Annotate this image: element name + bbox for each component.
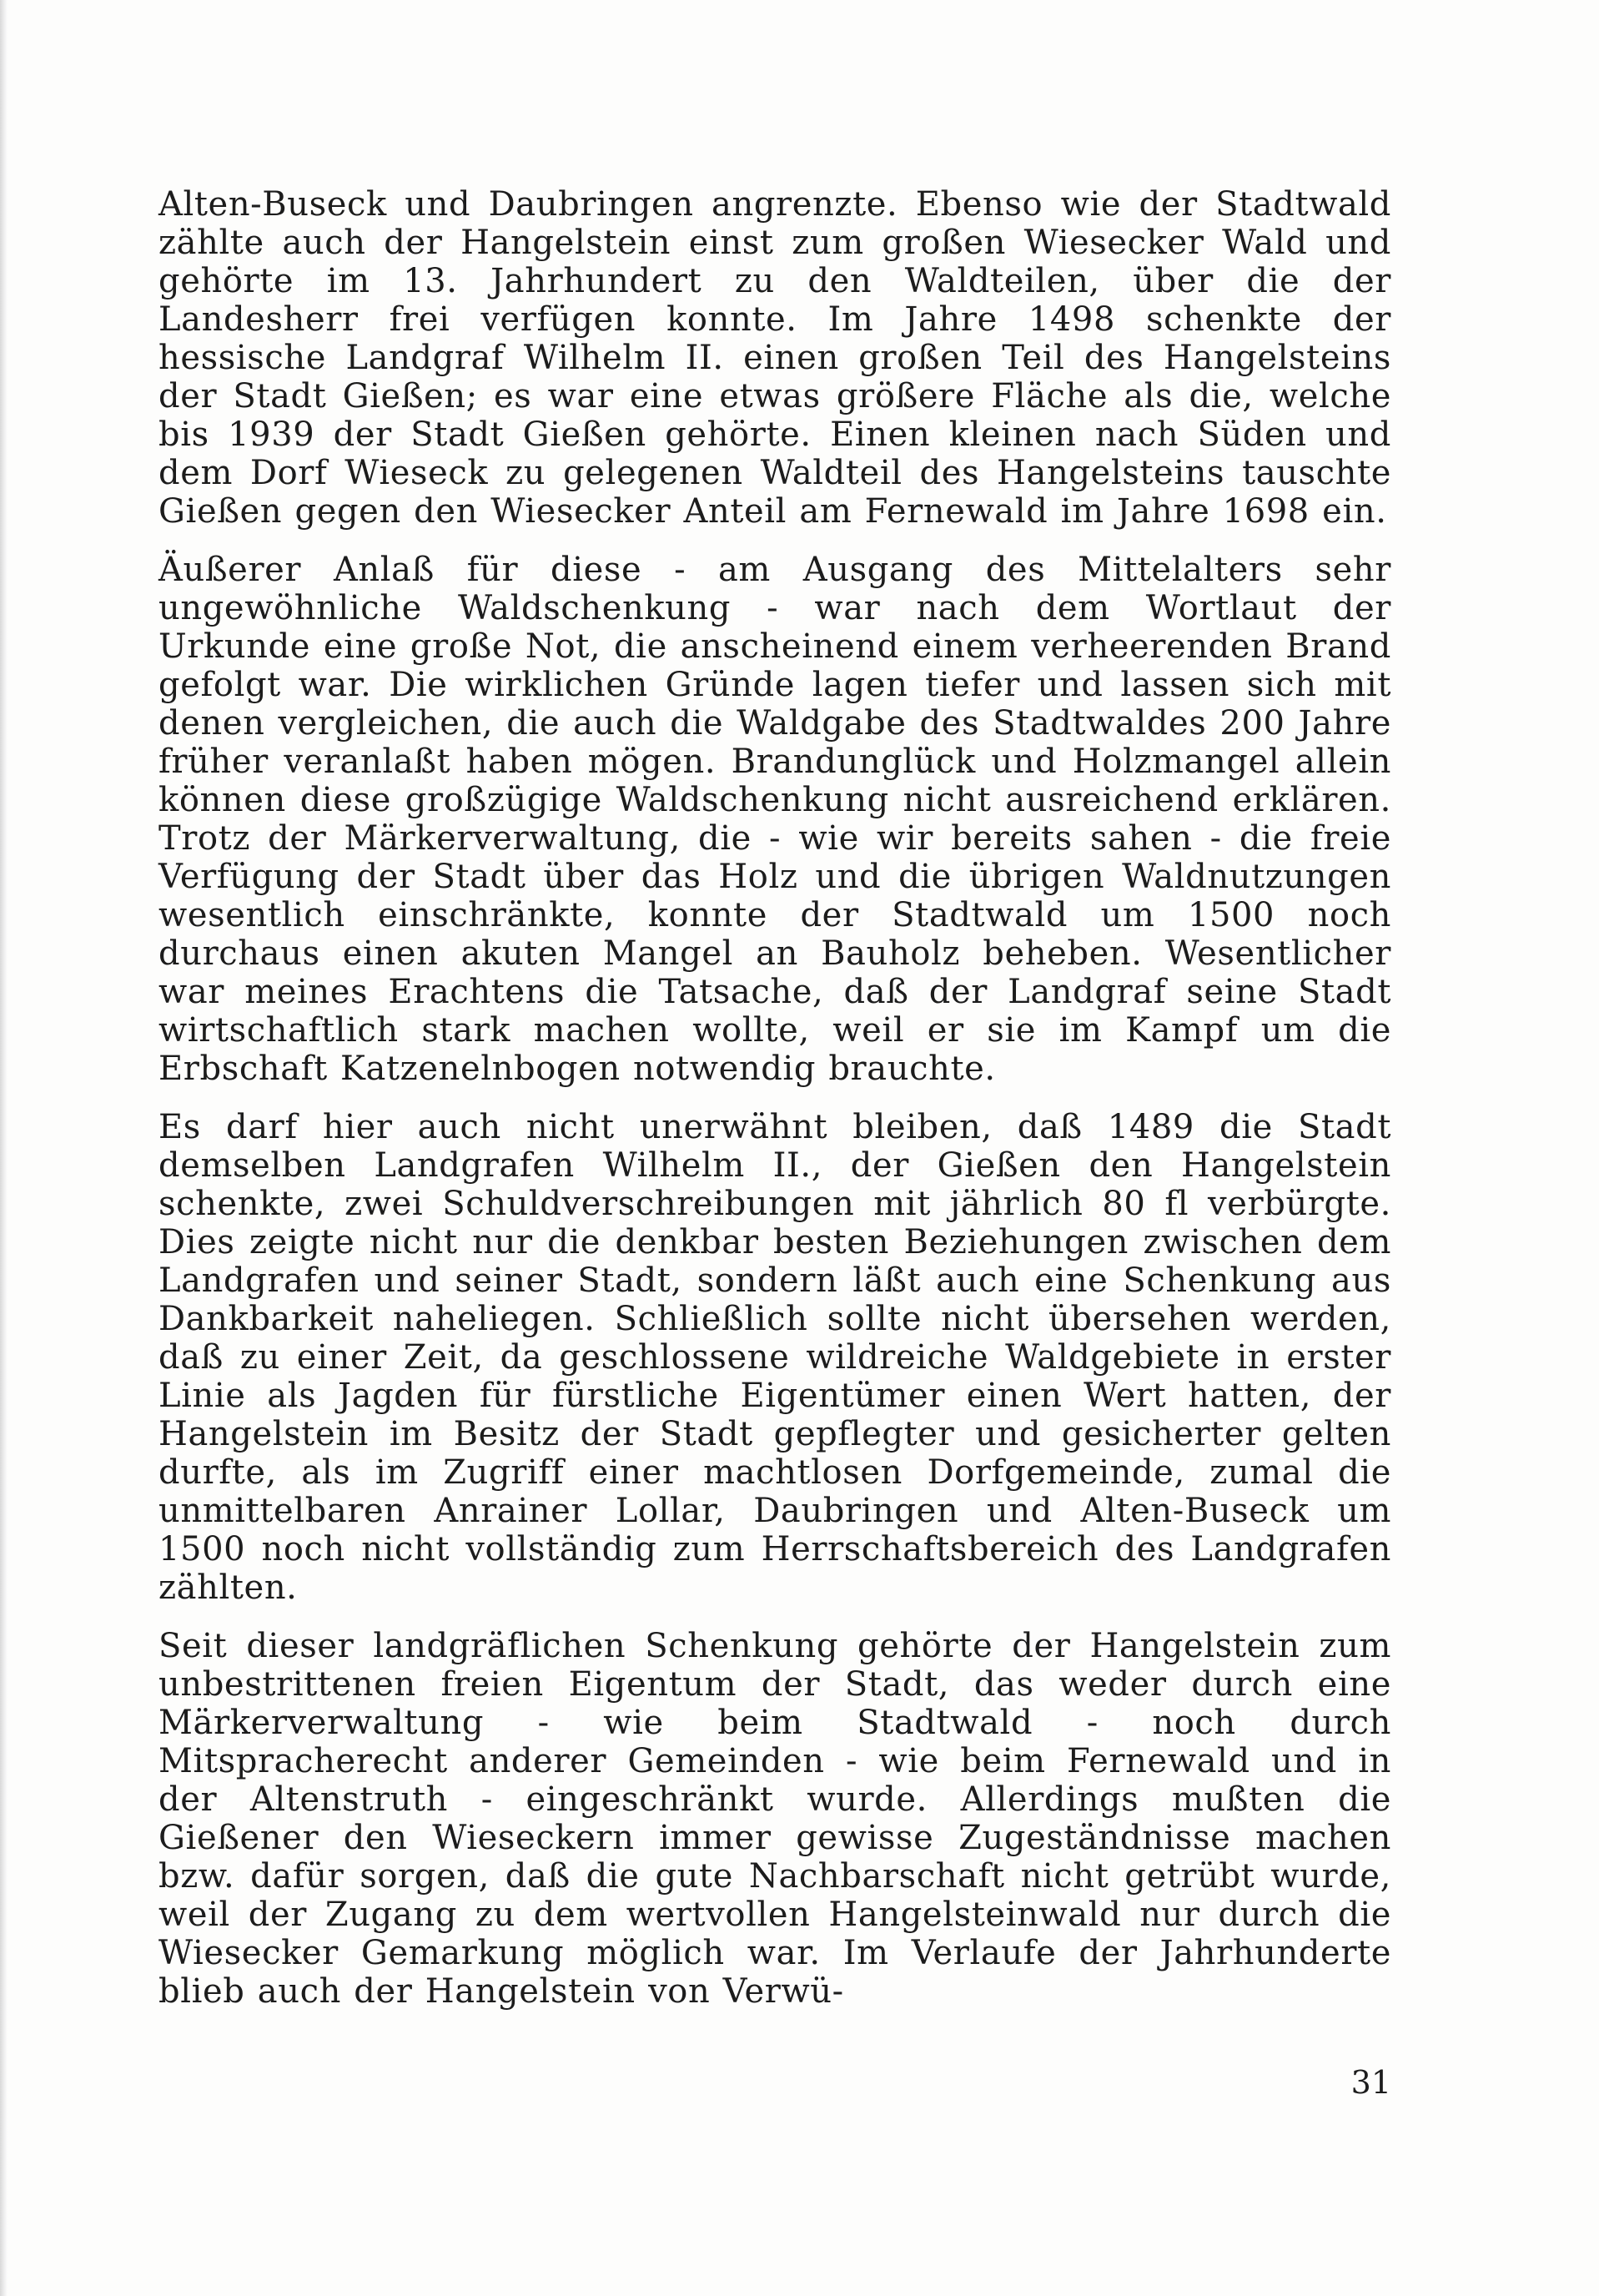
body-text xyxy=(158,185,1391,2031)
page-number: 31 xyxy=(1350,2064,1391,2101)
scan-edge-shadow xyxy=(0,0,8,2296)
paragraph-1: Alten-Buseck und Daubringen angrenzte. Ebenso wie der Stadtwald zählte auch der Hangelstein einst zum großen Wiesecker Wald und gehörte im 13. Jahrhundert zu den Waldteilen, über die der Landesherr frei verfügen konnte. Im Jahre 1498 schenkte der hessische Landgraf Wilhelm II. einen großen Teil des Hangelsteins der Stadt Gießen; es war eine etwas größere Fläche als die, welche bis 1939 der Stadt Gießen gehörte. Einen kleinen nach Süden und dem Dorf Wieseck zu gelegenen Waldteil des Hangelsteins tauschte Gießen gegen den Wiesecker Anteil am Fernewald im Jahre 1698 ein. xyxy=(158,185,1391,531)
paragraph-3: Es darf hier auch nicht unerwähnt bleiben, daß 1489 die Stadt demselben Landgrafen Wilhelm II., der Gießen den Hangelstein schenkte, zwei Schuldverschreibungen mit jährlich 80 fl verbürgte. Dies zeigte nicht nur die denkbar besten Beziehungen zwischen dem Landgrafen und seiner Stadt, sondern läßt auch eine Schenkung aus Dankbarkeit naheliegen. Schließlich sollte nicht übersehen werden, daß zu einer Zeit, da geschlossene wildreiche Waldgebiete in erster Linie als Jagden für fürstliche Eigentümer einen Wert hatten, der Hangelstein im Besitz der Stadt gepflegter und gesicherter gelten durfte, als im Zugriff einer machtlosen Dorfgemeinde, zumal die unmittelbaren Anrainer Lollar, Daubringen und Alten-Buseck um 1500 noch nicht vollständig zum Herrschaftsbereich des Landgrafen zählten. xyxy=(158,1108,1391,1607)
paragraph-2: Äußerer Anlaß für diese - am Ausgang des Mittelalters sehr ungewöhnliche Waldschenkung - war nach dem Wortlaut der Urkunde eine große Not, die anscheinend einem verheerenden Brand gefolgt war. Die wirklichen Gründe lagen tiefer und lassen sich mit denen vergleichen, die auch die Waldgabe des Stadtwaldes 200 Jahre früher veranlaßt haben mögen. Brandunglück und Holzmangel allein können diese großzügige Waldschenkung nicht ausreichend erklären. Trotz der Märkerverwaltung, die - wie wir bereits sahen - die freie Verfügung der Stadt über das Holz und die übrigen Waldnutzungen wesentlich einschränkte, konnte der Stadtwald um 1500 noch durchaus einen akuten Mangel an Bauholz beheben. Wesentlicher war meines Erachtens die Tatsache, daß der Landgraf seine Stadt wirtschaftlich stark machen wollte, weil er sie im Kampf um die Erbschaft Katzenelnbogen notwendig brauchte. xyxy=(158,551,1391,1088)
paragraph-4: Seit dieser landgräflichen Schenkung gehörte der Hangelstein zum unbestrittenen freien Eigentum der Stadt, das weder durch eine Märkerverwaltung - wie beim Stadtwald - noch durch Mitspracherecht anderer Gemeinden - wie beim Fernewald und in der Altenstruth - eingeschränkt wurde. Allerdings mußten die Gießener den Wieseckern immer gewisse Zugeständnisse machen bzw. dafür sorgen, daß die gute Nachbarschaft nicht getrübt wurde, weil der Zugang zu dem wertvollen Hangelsteinwald nur durch die Wiesecker Gemarkung möglich war. Im Verlaufe der Jahrhunderte blieb auch der Hangelstein von Verwü- xyxy=(158,1627,1391,2011)
